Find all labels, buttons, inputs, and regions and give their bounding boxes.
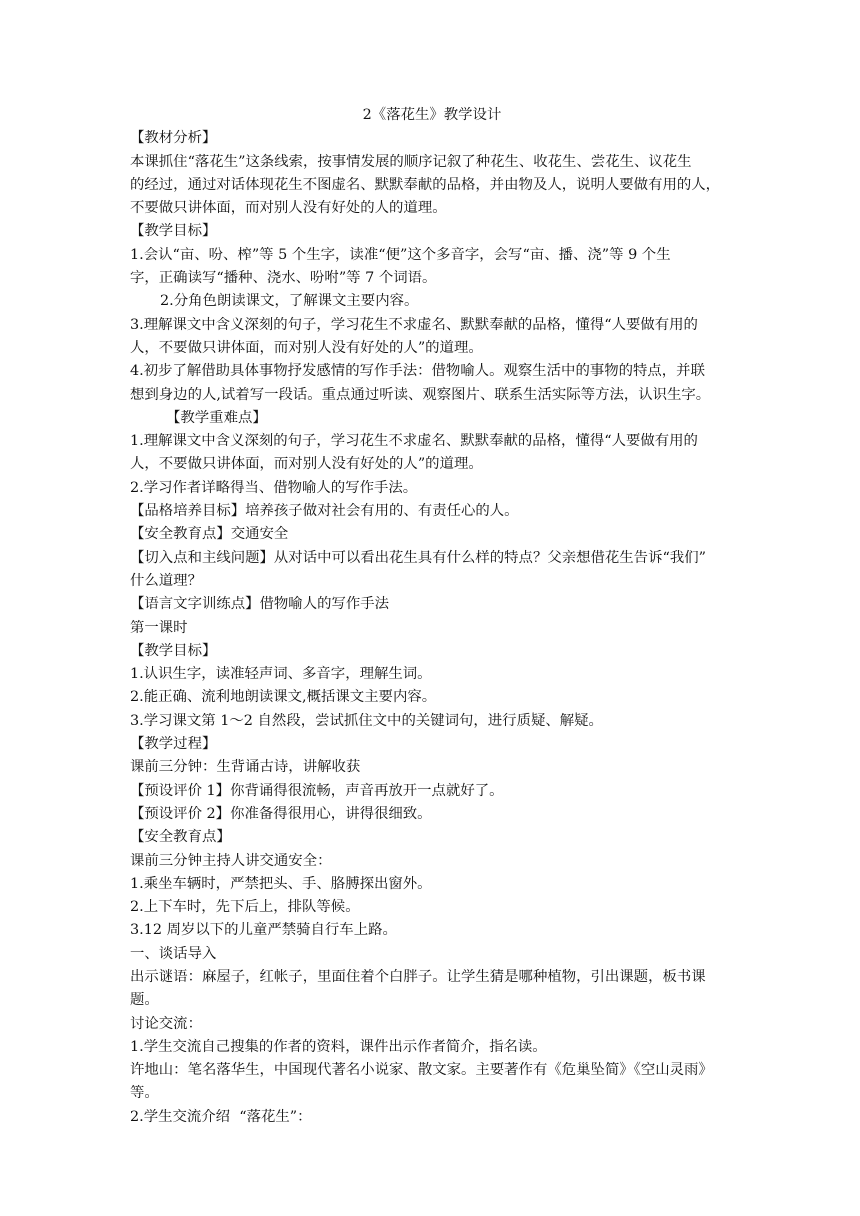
paragraph-line: 许地山：笔名落华生，中国现代著名小说家、散文家。主要著作有《危巢坠简》《空山灵雨》 <box>130 1062 713 1079</box>
paragraph-line: 1.理解课文中含义深刻的句子，学习花生不求虚名、默默奉献的品格，懂得“人要做有用的 <box>130 433 698 450</box>
paragraph-line: 课前三分钟：生背诵古诗，讲解收获 <box>130 759 361 776</box>
paragraph-line: 2.学生交流介绍 “落花生”： <box>130 1108 312 1125</box>
paragraph-line: 的经过，通过对话体现花生不图虚名、默默奉献的品格，并由物及人，说明人要做有用的人， <box>130 176 721 193</box>
section-heading: 一、谈话导入 <box>130 945 217 962</box>
paragraph-line: 1.会认“亩、吩、榨”等 5 个生字，读准“便”这个多音字，会写“亩、播、浇”等 9 个生 <box>130 246 671 263</box>
paragraph-line: 2.上下车时，先下后上，排队等候。 <box>130 899 360 916</box>
paragraph-line: 题。 <box>130 992 159 1009</box>
section-heading: 【安全教育点】 <box>130 829 231 846</box>
section-heading: 【教学目标】 <box>130 642 217 659</box>
paragraph-line: 想到身边的人,试着写一段话。重点通过听读、观察图片、联系生活实际等方法，认识生字。 <box>130 386 711 403</box>
document-title: 2《落花生》教学设计 <box>362 107 502 123</box>
paragraph-line: 4.初步了解借助具体事物抒发感情的写作手法：借物喻人。观察生活中的事物的特点，并联 <box>130 363 705 380</box>
paragraph-line: 【语言文字训练点】借物喻人的写作手法 <box>130 596 390 613</box>
paragraph-line: 1.乘坐车辆时，严禁把头、手、胳膊探出窗外。 <box>130 875 432 892</box>
paragraph-line: 1.学生交流自己搜集的作者的资料，课件出示作者简介，指名读。 <box>130 1038 547 1055</box>
section-heading: 【教学目标】 <box>130 223 217 240</box>
paragraph-line: 什么道理？ <box>130 572 202 589</box>
paragraph-line: 2.分角色朗读课文，了解课文主要内容。 <box>160 293 419 310</box>
paragraph-line: 人，不要做只讲体面，而对别人没有好处的人”的道理。 <box>130 456 483 473</box>
paragraph-line: 字，正确读写“播种、浇水、吩咐”等 7 个词语。 <box>130 270 437 287</box>
paragraph-line: 【安全教育点】交通安全 <box>130 526 289 543</box>
paragraph-line: 【预设评价 1】你背诵得很流畅，声音再放开一点就好了。 <box>130 782 504 799</box>
paragraph-line: 3.理解课文中含义深刻的句子，学习花生不求虚名、默默奉献的品格，懂得“人要做有用的 <box>130 316 698 333</box>
paragraph-line: 【品格培养目标】培养孩子做对社会有用的、有责任心的人。 <box>130 503 519 520</box>
section-heading: 【教材分析】 <box>130 130 217 147</box>
paragraph-line: 【预设评价 2】你准备得很用心，讲得很细致。 <box>130 805 432 822</box>
section-heading: 第一课时 <box>130 619 188 636</box>
paragraph-line: 课前三分钟主持人讲交通安全： <box>130 852 332 869</box>
section-heading: 【教学重难点】 <box>166 409 267 426</box>
paragraph-line: 出示谜语：麻屋子，红帐子，里面住着个白胖子。让学生猜是哪种植物，引出课题，板书课 <box>130 968 706 985</box>
paragraph-line: 2.学习作者详略得当、借物喻人的写作手法。 <box>130 479 418 496</box>
paragraph-line: 3.12 周岁以下的儿童严禁骑自行车上路。 <box>130 922 397 939</box>
paragraph-line: 不要做只讲体面，而对别人没有好处的人的道理。 <box>130 200 447 217</box>
paragraph-line: 讨论交流： <box>130 1015 202 1032</box>
paragraph-line: 本课抓住“落花生”这条线索，按事情发展的顺序记叙了种花生、收花生、尝花生、议花生 <box>130 153 692 170</box>
paragraph-line: 【切入点和主线问题】从对话中可以看出花生具有什么样的特点？父亲想借花生告诉“我们” <box>130 549 706 566</box>
paragraph-line: 1.认识生字，读准轻声词、多音字，理解生词。 <box>130 666 432 683</box>
document-page <box>130 104 734 1129</box>
paragraph-line: 人，不要做只讲体面，而对别人没有好处的人”的道理。 <box>130 339 483 356</box>
paragraph-line: 3.学习课文第 1～2 自然段，尝试抓住文中的关键词句，进行质疑、解疑。 <box>130 712 603 729</box>
section-heading: 【教学过程】 <box>130 736 217 753</box>
paragraph-line: 2.能正确、流利地朗读课文,概括课文主要内容。 <box>130 689 437 706</box>
paragraph-line: 等。 <box>130 1085 159 1102</box>
